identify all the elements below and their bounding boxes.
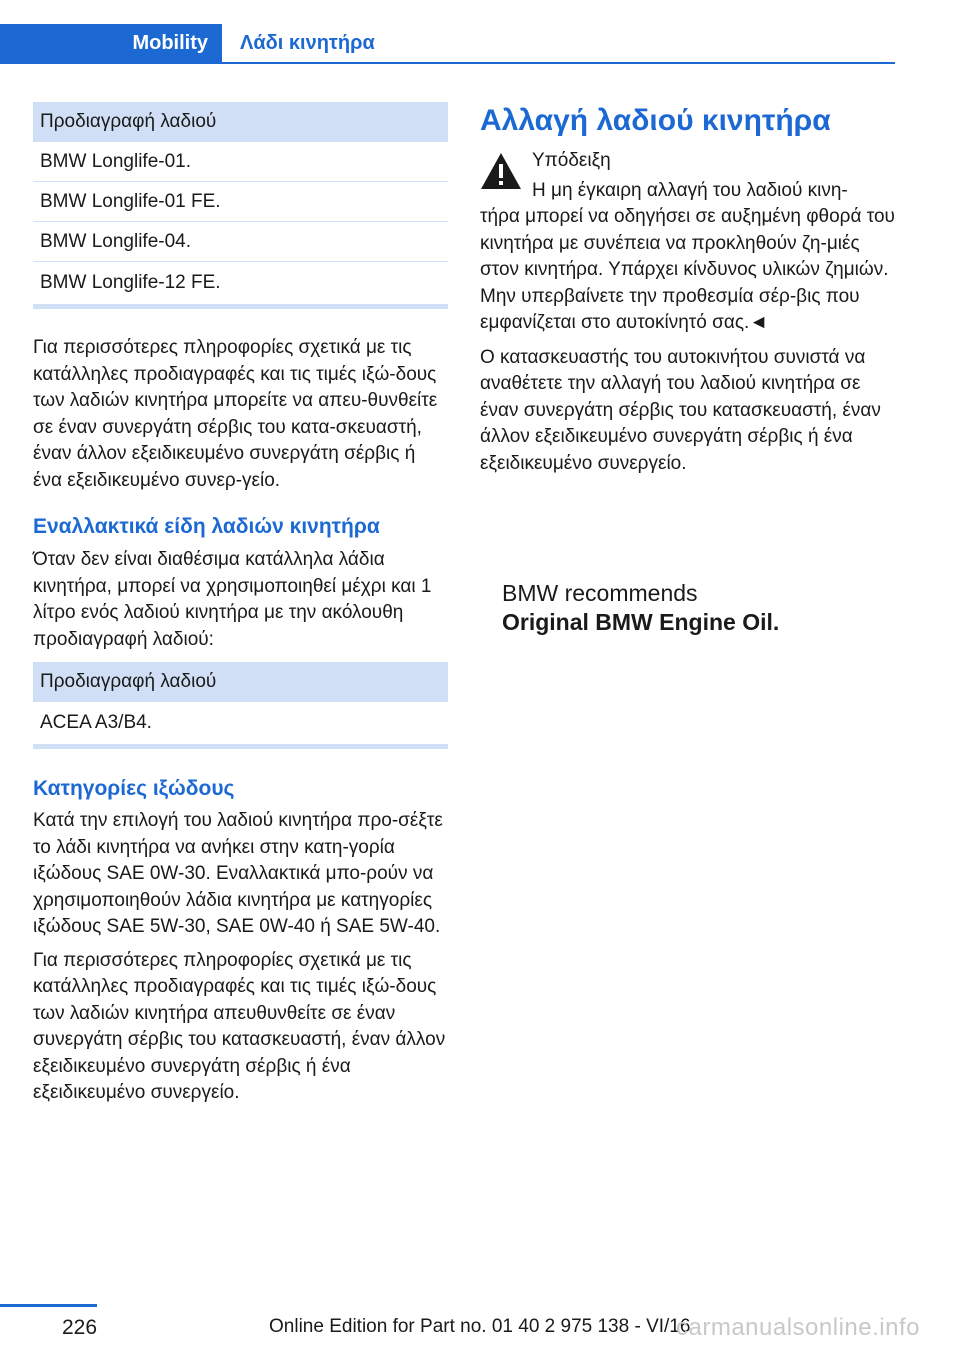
- recommend-line: BMW recommends: [502, 580, 698, 606]
- oil-spec-table: [33, 102, 448, 309]
- table-row: BMW Longlife-01 FE.: [33, 182, 448, 222]
- table-row: BMW Longlife-04.: [33, 222, 448, 262]
- bmw-recommends-banner: [480, 579, 895, 637]
- viscosity-paragraph: Κατά την επιλογή του λαδιού κινητήρα προ-σέξτε το λάδι κινητήρα να ανήκει στην κατη-γορία ιξώδους SAE 0W-30. Εναλλακτικά μπο-ρούν να χρησιμοποιηθούν λάδια κινητήρα με κατηγορίες ιξώδους SAE 5W-30, SAE 0W-40 ή SAE 5W-40.: [33, 810, 443, 937]
- page-number-rule: [0, 1304, 97, 1307]
- viscosity-info-paragraph: Για περισσότερες πληροφορίες σχετικά με τις κατάλληλες προδιαγραφές και τις τιμές ιξώ-δους των λαδιών κινητήρα απευθυνθείτε σε έναν συνεργάτη σέρβις του κατασκευαστή, έναν άλλον εξειδικευμένο συνεργάτη σέρβις ή ένα εξειδικευμένο συνεργείο.: [33, 949, 446, 1103]
- note-title: Υπόδειξη: [532, 150, 611, 171]
- table-row: ACEA A3/B4.: [40, 712, 152, 733]
- table-row: BMW Longlife-12 FE.: [40, 272, 221, 293]
- watermark: carmanualsonline.info: [676, 1314, 920, 1341]
- viscosity-heading: Κατηγορίες ιξώδους: [33, 777, 235, 800]
- alternative-oils-heading: Εναλλακτικά είδη λαδιών κινητήρα: [33, 515, 380, 538]
- alternative-spec-table: [33, 662, 448, 749]
- warning-triangle-icon: [480, 152, 522, 190]
- alternative-oils-paragraph: Όταν δεν είναι διαθέσιμα κατάλληλα λάδια κινητήρα, μπορεί να χρησιμοποιηθεί μέχρι και 1 λίτρο ενός λαδιού κινητήρα με την ακόλουθη προδιαγραφή λαδιού:: [33, 549, 432, 650]
- header-tabs: [0, 24, 895, 64]
- table-header: Προδιαγραφή λαδιού: [33, 662, 448, 702]
- page-number: 226: [62, 1316, 98, 1339]
- right-column: [480, 102, 895, 637]
- tab-mobility[interactable]: Mobility: [0, 24, 222, 62]
- oil-change-paragraph: Ο κατασκευαστής του αυτοκινήτου συνιστά να αναθέτετε την αλλαγή του λαδιού κινητήρα σε έναν συνεργάτη σέρβις του κατασκευαστή, έναν άλλον εξειδικευμένο συνεργάτη σέρβις ή ένα εξειδικευμένο συνεργείο.: [480, 346, 881, 474]
- warning-note: [480, 148, 895, 337]
- note-text: τήρα μπορεί να οδηγήσει σε αυξημένη φθορά του κινητήρα με συνέπεια να προκληθούν ζη-μιές στον κινητήρα. Υπάρχει κίνδυνος υλικών ζημιών. Μην υπερβαίνετε την προθεσμία σέρ-βις που εμφανίζεται στο αυτοκίνητό σας.◄: [480, 206, 895, 333]
- edition-text: Online Edition for Part no. 01 40 2 975 138 - VI/16: [269, 1316, 691, 1337]
- recommend-oil-line: Original BMW Engine Oil.: [502, 609, 780, 635]
- left-column: [33, 102, 448, 1107]
- tab-engine-oil[interactable]: Λάδι κινητήρα: [240, 32, 375, 54]
- more-info-paragraph: Για περισσότερες πληροφορίες σχετικά με τις κατάλληλες προδιαγραφές και τις τιμές ιξώ-δους των λαδιών κινητήρα μπορείτε να απευ-θυνθείτε σε έναν συνεργάτη σέρβις του κατα-σκευαστή, έναν άλλον εξειδικευμένο συνεργάτη σέρβις ή ένα εξειδικευμένο συνερ-γείο.: [33, 337, 438, 491]
- oil-change-title: Αλλαγή λαδιού κινητήρα: [480, 104, 831, 137]
- table-row: BMW Longlife-01.: [33, 142, 448, 182]
- note-text-first: Η μη έγκαιρη αλλαγή του λαδιού κινη-: [532, 179, 848, 201]
- table-header: Προδιαγραφή λαδιού: [33, 102, 448, 142]
